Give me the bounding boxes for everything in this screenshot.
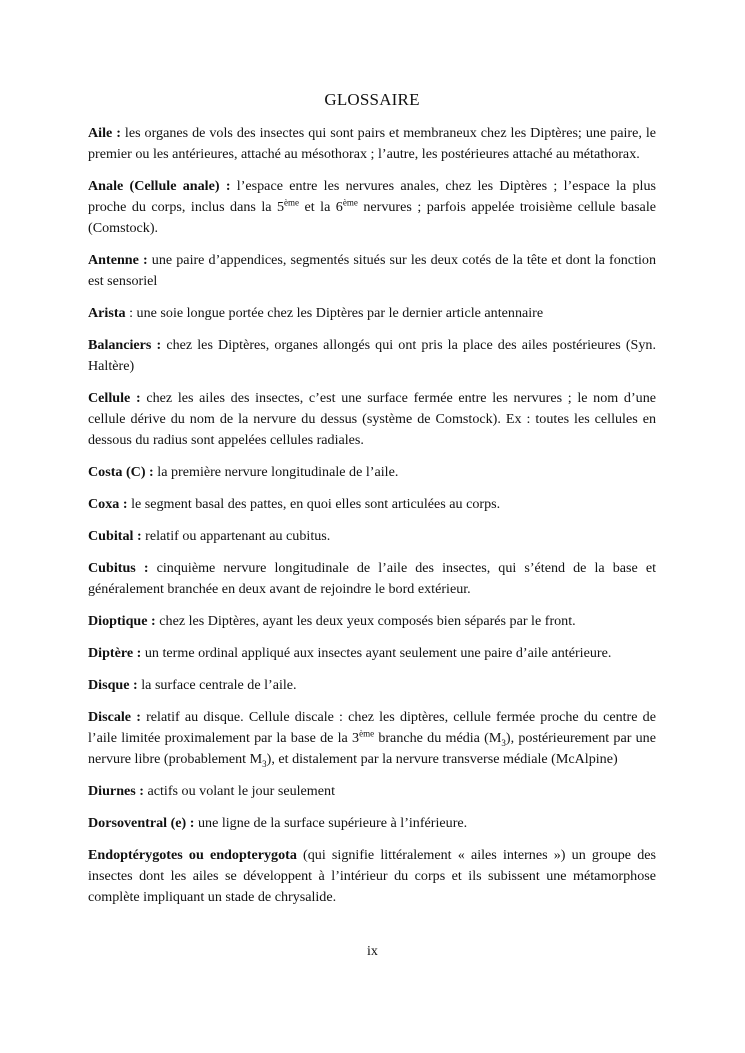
entry-diptere (88, 643, 656, 664)
subscript: 3 (501, 737, 506, 748)
term: Dorsoventral (e) : (88, 815, 195, 831)
definition-part: et la 6 (299, 199, 343, 215)
definition: une paire d’appendices, segmentés situés sur les deux cotés de la tête et dont la fonction est sensoriel (88, 252, 656, 289)
entry-arista (88, 303, 656, 324)
glossary-page (88, 89, 656, 919)
term: Anale (Cellule anale) : (88, 178, 231, 194)
term: Balanciers : (88, 337, 162, 353)
term: Dioptique : (88, 613, 156, 629)
definition: chez les Diptères, organes allongés qui ont pris la place des ailes postérieures (Syn. Haltère) (88, 337, 656, 374)
definition-part: branche du média (M (374, 730, 502, 746)
term: Discale : (88, 709, 141, 725)
entry-dioptique (88, 611, 656, 632)
page-title: GLOSSAIRE (324, 90, 420, 109)
entry-coxa (88, 494, 656, 515)
definition-part: ), postérieurement par une nervure libre (probablement M (88, 730, 656, 767)
definition: cinquième nervure longitudinale de l’aile des insectes, qui s’étend de la base et généralement branchée en deux avant de rejoindre le bord extérieur. (88, 560, 656, 597)
entry-dorsoventral (88, 813, 656, 834)
superscript: ème (284, 197, 300, 208)
definition: relatif ou appartenant au cubitus. (141, 528, 331, 544)
definition: la première nervure longitudinale de l’aile. (153, 464, 399, 480)
term: Diurnes : (88, 783, 144, 799)
superscript: ème (359, 728, 375, 739)
term: Cubitus : (88, 560, 149, 576)
definition-part: relatif au disque. Cellule discale : chez les diptères, cellule fermée proche du centre de l’aile limitée proximalement par la base de la 3 (88, 709, 656, 746)
definition: chez les Diptères, ayant les deux yeux composés bien séparés par le front. (155, 613, 576, 629)
superscript: ème (342, 197, 358, 208)
entry-antenne (88, 250, 656, 292)
entry-anale (88, 176, 656, 239)
definition: une ligne de la surface supérieure à l’inférieure. (194, 815, 468, 831)
term: Antenne : (88, 252, 148, 268)
entry-cubital (88, 526, 656, 547)
term: Cellule : (88, 390, 141, 406)
definition: actifs ou volant le jour seulement (143, 783, 335, 799)
entry-endopterygotes (88, 845, 656, 908)
term: Arista (88, 305, 126, 321)
definition-part: l’espace entre les nervures anales, chez les Diptères ; l’espace la plus proche du corps, inclus dans la 5 (88, 178, 656, 215)
definition: (qui signifie littéralement « ailes internes ») un groupe des insectes dont les ailes se développent à l’intérieur du corps et ils subissent une métamorphose complète impliquant un stade de chrysalide. (88, 847, 656, 905)
entry-cellule (88, 388, 656, 451)
term: Diptère : (88, 645, 142, 661)
entry-discale (88, 707, 656, 770)
entry-cubitus (88, 558, 656, 600)
entry-balanciers (88, 335, 656, 377)
definition: chez les ailes des insectes, c’est une surface fermée entre les nervures ; le nom d’une cellule dérive du nom de la nervure du dessus (système de Comstock). Ex : toutes les cellules en dessous du radius sont appelées cellules radiales. (88, 390, 656, 448)
entry-costa (88, 462, 656, 483)
definition-part: nervures ; parfois appelée troisième cellule basale (Comstock). (88, 199, 656, 236)
term: Costa (C) : (88, 464, 154, 480)
entry-disque (88, 675, 656, 696)
term: Endoptérygotes ou endopterygota (88, 847, 297, 863)
definition: la surface centrale de l’aile. (137, 677, 297, 693)
term: Coxa : (88, 496, 128, 512)
term: Disque : (88, 677, 138, 693)
term: Cubital : (88, 528, 142, 544)
entry-diurnes (88, 781, 656, 802)
definition: : une soie longue portée chez les Diptères par le dernier article antennaire (125, 305, 544, 321)
entry-aile (88, 123, 656, 165)
page-number: ix (367, 944, 378, 959)
definition: les organes de vols des insectes qui sont pairs et membraneux chez les Diptères; une paire, le premier ou les antérieures, attaché au mésothorax ; l’autre, les postérieures attaché au métathorax. (88, 125, 656, 162)
subscript: 3 (262, 758, 267, 769)
definition: un terme ordinal appliqué aux insectes ayant seulement une paire d’aile antérieure. (141, 645, 612, 661)
definition-part: ), et distalement par la nervure transverse médiale (McAlpine) (266, 751, 618, 767)
definition: le segment basal des pattes, en quoi elles sont articulées au corps. (127, 496, 501, 512)
term: Aile : (88, 125, 121, 141)
